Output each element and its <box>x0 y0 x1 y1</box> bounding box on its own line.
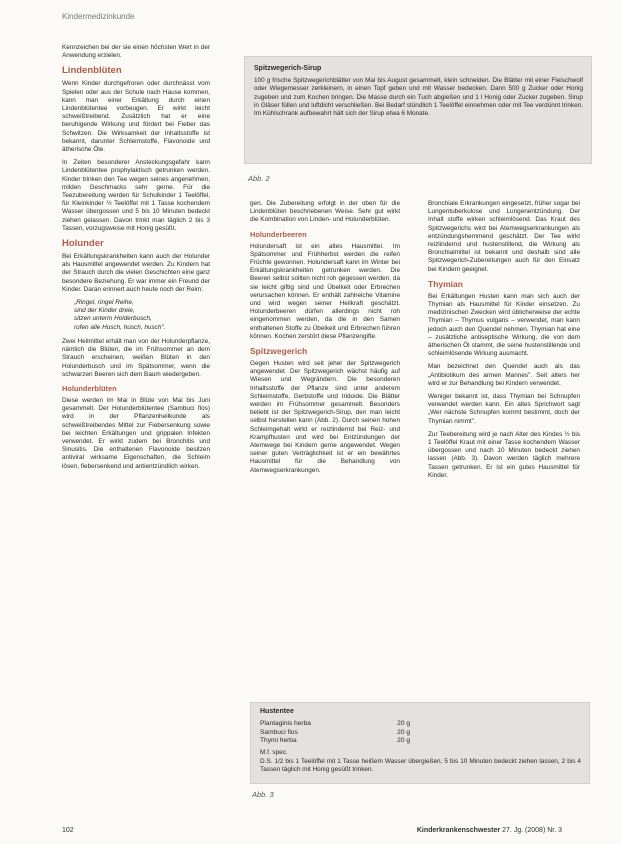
ingredient-name: Thymi herba <box>260 737 297 745</box>
dosage-label: M.f. spec. <box>260 749 288 757</box>
heading-lindenblueten: Lindenblüten <box>62 65 122 77</box>
ingredient-name: Sambuci flos <box>260 728 298 736</box>
heading-thymian: Thymian <box>428 278 463 289</box>
paragraph: Man bezeichnet den Quendel auch als das „Antibiotikum des armen Mannes". Seit alters her wird er zur Behandlung bei Kindern verwendet. <box>428 363 580 387</box>
journal-footer <box>417 827 562 834</box>
page-number: 102 <box>62 827 74 834</box>
figure-caption: Abb. 2 <box>248 174 270 183</box>
intro-text: Kennzeichen bei der sie einen höchsten Wert in der Anwendung erzielen. <box>62 44 210 60</box>
paragraph: Zur Teebereitung wird je nach Alter des Kindes ½ bis 1 Teelöffel Kraut mit einer Tasse kochendem Wasser übergossen und nach 10 Minuten bedeckt ziehen lassen (Abb. 3). Davon werden täglich mehrere Tassen getrunken. Er ist ein gutes Hausmittel für Kinder. <box>428 430 580 479</box>
running-header: Kindermedizinkunde <box>62 12 135 21</box>
poem <box>62 299 210 332</box>
recipe-box-hustentee <box>250 702 590 784</box>
paragraph: In Zeiten besonderer Ansteckungsgefahr kann Lindenblütentee prophylaktisch getrunken werden. Kinder trinken den Tee wegen seines angenehmen, milden Geschmacks sehr gerne. Für die Teezubereitung werden für Schulkinder 1 Teelöffel, für Kleinkinder ½ Teelöffel mit 1 Tasse kochendem Wasser übergossen und 5 bis 10 Minuten bedeckt ziehen gelassen. Davon trinkt man täglich 2 bis 3 Tassen, vorzugsweise mit Honig gesüßt. <box>62 159 210 232</box>
table-row <box>260 729 410 737</box>
journal-issue: 27. Jg. (2008) Nr. 3 <box>502 827 562 834</box>
table-row <box>260 737 410 745</box>
poem-line: sind der Kinder dreie, <box>74 307 135 315</box>
recipe-text: 100 g frische Spitzwegerichblätter von Mai bis August gesammelt, klein schneiden. Die Blätter mit einer Fleischwolf oder Wiegemesser zerkleinern, in einen Topf geben und mit Wasser bedecken. Dann 500 g Zucker oder Honig zugeben und zum Kochen bringen. Die Masse durch ein Tuch abgießen und 1 l Honig oder Zucker zugeben. Sirup in Gläser füllen und luftdicht verschließen. Bei Bedarf stündlich 1 Teelöffel einnehmen oder mit Tee verdünnt trinken. Im Kühlschrank aufbewahrt hält sich der Sirup etwa 6 Monate. <box>254 77 583 118</box>
heading-holunder: Holunder <box>62 238 104 250</box>
paragraph: Gegen Husten wird seit jeher der Spitzwegerich angewendet. Der Spitzwegerich wächst häufig auf Wiesen und Wegrändern. Die besonderen Inhaltsstoffe der Pflanze sind unter anderem Schleimstoffe, Gerbstoffe und Iridoide. Die Blätter werden im Frühsommer gesammelt. Besonders beliebt ist der Spitzwegerich-Sirup, den man leicht selbst herstellen kann (Abb. 2). Durch seinen hohen Schleimgehalt wirkt er reizlindernd bei Reiz- und Krampfhusten und wird bei Entzündungen der Atemwege bei Kindern gerne angewendet. Wegen seiner guten Verträglichkeit ist er ein bewährtes Hausmittel für die Behandlung von Atemwegserkrankungen. <box>250 360 400 474</box>
poem-line: rufen alle Husch, husch, husch". <box>74 323 166 331</box>
dosage-text: D.S. 1/2 bis 1 Teelöffel mit 1 Tasse heißem Wasser übergießen, 5 bis 10 Minuten bedeckt ziehen lassen, 2 bis 4 Tassen täglich mit Honig gesüßt trinken. <box>260 757 581 773</box>
paragraph: Bronchiale Erkrankungen eingesetzt, früher sogar bei Lungentuberkulose und Lungenentzündung. Der Inhalt stoffe wirken schleimlösend. Das Kraut des Spitzwegerichs wird bei Atemwegserkrankungen als entzündungshemmend geschätzt. Der Tee wirkt reizlindernd und hustenstillend, die Wirkung als Bronchialmittel ist bekannt und deshalb sind alle Spitzwegerich-Zubereitungen auch für den Einsatz bei Kindern geeignet. <box>428 200 580 273</box>
paragraph: Holundersaft ist ein altes Hausmittel. Im Spätsommer und Frühherbst werden die reifen Früchte gewonnen. Holundersaft kann im Winter bei Erkältungskrankheiten getrunken werden. Die Beeren selbst sollten nicht roh gegessen werden, da sie leicht giftig sind und Übelkeit oder Erbrechen verursachen können. Er enthält zahlreiche Vitamine und wird wegen seiner Heilkraft geschätzt. Holunderbeeren dürfen allerdings nicht roh eingenommen werden, da die in den Samen enthaltenen Stoffe zu Übelkeit und Erbrechen führen können. Kochen zerstört diese Pflanzengifte. <box>250 242 400 340</box>
paragraph: gen. Die Zubereitung erfolgt in der oben für die Lindenblüten beschriebenen Weise. Sehr gut wirkt die Kombination von Linden- und Holunderblüten. <box>250 200 400 224</box>
table-row <box>260 720 410 728</box>
column-left <box>62 44 210 476</box>
column-right <box>428 200 580 485</box>
paragraph: Wenn Kinder durchgefroren oder durchnässt vom Spielen oder aus der Schule nach Hause kommen, kann man einer Erkältung durch einen Lindenblütentee vorbeugen. Er wirkt leicht schweißtreibend. Zusätzlich hat er eine beruhigende Wirkung und fördert bei Fieber das Schwitzen. Die Wirksamkeit der Inhaltsstoffe ist bekannt, darunter Schleimstoffe, Flavonoide und ätherische Öle. <box>62 80 210 154</box>
recipe-box-sirup <box>244 56 592 164</box>
ingredient-name: Plantaginis herba <box>260 720 311 728</box>
poem-line: sitzen unterm Holderbusch, <box>74 315 152 323</box>
ingredient-table <box>260 720 410 745</box>
heading-holunderbeeren: Holunderbeeren <box>250 229 307 239</box>
heading-spitzwegerich: Spitzwegerich <box>250 346 308 357</box>
paragraph: Bei Erkältungen Husten kann man sich auch der Thymian als Hausmittel für Kinder einsetzen. Zu medizinischen Zwecken wird üblicherweise der echte Thymian – Thymus vulgaris – verwendet, man kann jedoch auch den Quendel nehmen. Thymian hat eine – zusätzliche antiseptische Wirkung, die von dem ätherischen Öl stammt, die seine hustenstillende und schleimlösende Wirkung ausmacht. <box>428 292 580 358</box>
heading-holunderblueten: Holunderblüten <box>62 383 117 393</box>
recipe-title: Hustentee <box>260 708 294 715</box>
ingredient-amount: 20 g <box>397 720 410 728</box>
ingredient-amount: 20 g <box>397 728 410 736</box>
paragraph: Diese werden im Mai in Blüte von Mai bis Juni gesammelt. Der Holunderblütentee (Sambuci flos) wird in der Pflanzenheilkunde als schweißtreibendes Mittel zur Fiebersenkung sowie bei leichten Erkältungen und grippalen Infekten verwendet. Er wirkt zudem bei Bronchitis und Sinusitis. Die enthaltenen Flavonoide besitzen antiviral wirksame Eigenschaften, die Schleim lösen, fiebersenkend und antientzündlich wirken. <box>62 396 210 470</box>
paragraph: Zwei Heilmittel erhält man von der Holunderpflanze, nämlich die Blüten, die im Frühsommer an dem Strauch erscheinen, weißen Blüten in den Holunderbusch und im Spätsommer, wenn die schwarzen Beeren sich dem Baum wiedergeben. <box>62 337 210 378</box>
column-middle <box>250 200 400 480</box>
paragraph: Bei Erkältungskrankheiten kann auch der Holunder als Hausmittel angewendet werden. Zu Kindern hat der Strauch durch die vielen Geschichten eine ganz besondere Beziehung. Er war immer ein Freund der Kinder. Daran erinnert auch heute noch der Reim: <box>62 253 210 293</box>
figure-caption: Abb. 3 <box>252 790 274 799</box>
recipe-title: Spitzwegerich-Sirup <box>254 65 322 72</box>
ingredient-amount: 20 g <box>397 737 410 745</box>
journal-name: Kinderkrankenschwester <box>416 827 501 834</box>
paragraph: Weniger bekannt ist, dass Thymian bei Schnupfen verwendet werden kann. Ein altes Sprichwort sagt „Wer nächste Schnupfen kommt bestimmt, doch der Thymian nimmt". <box>428 393 580 425</box>
poem-line: „Ringel, ringel Reihe, <box>74 299 134 307</box>
